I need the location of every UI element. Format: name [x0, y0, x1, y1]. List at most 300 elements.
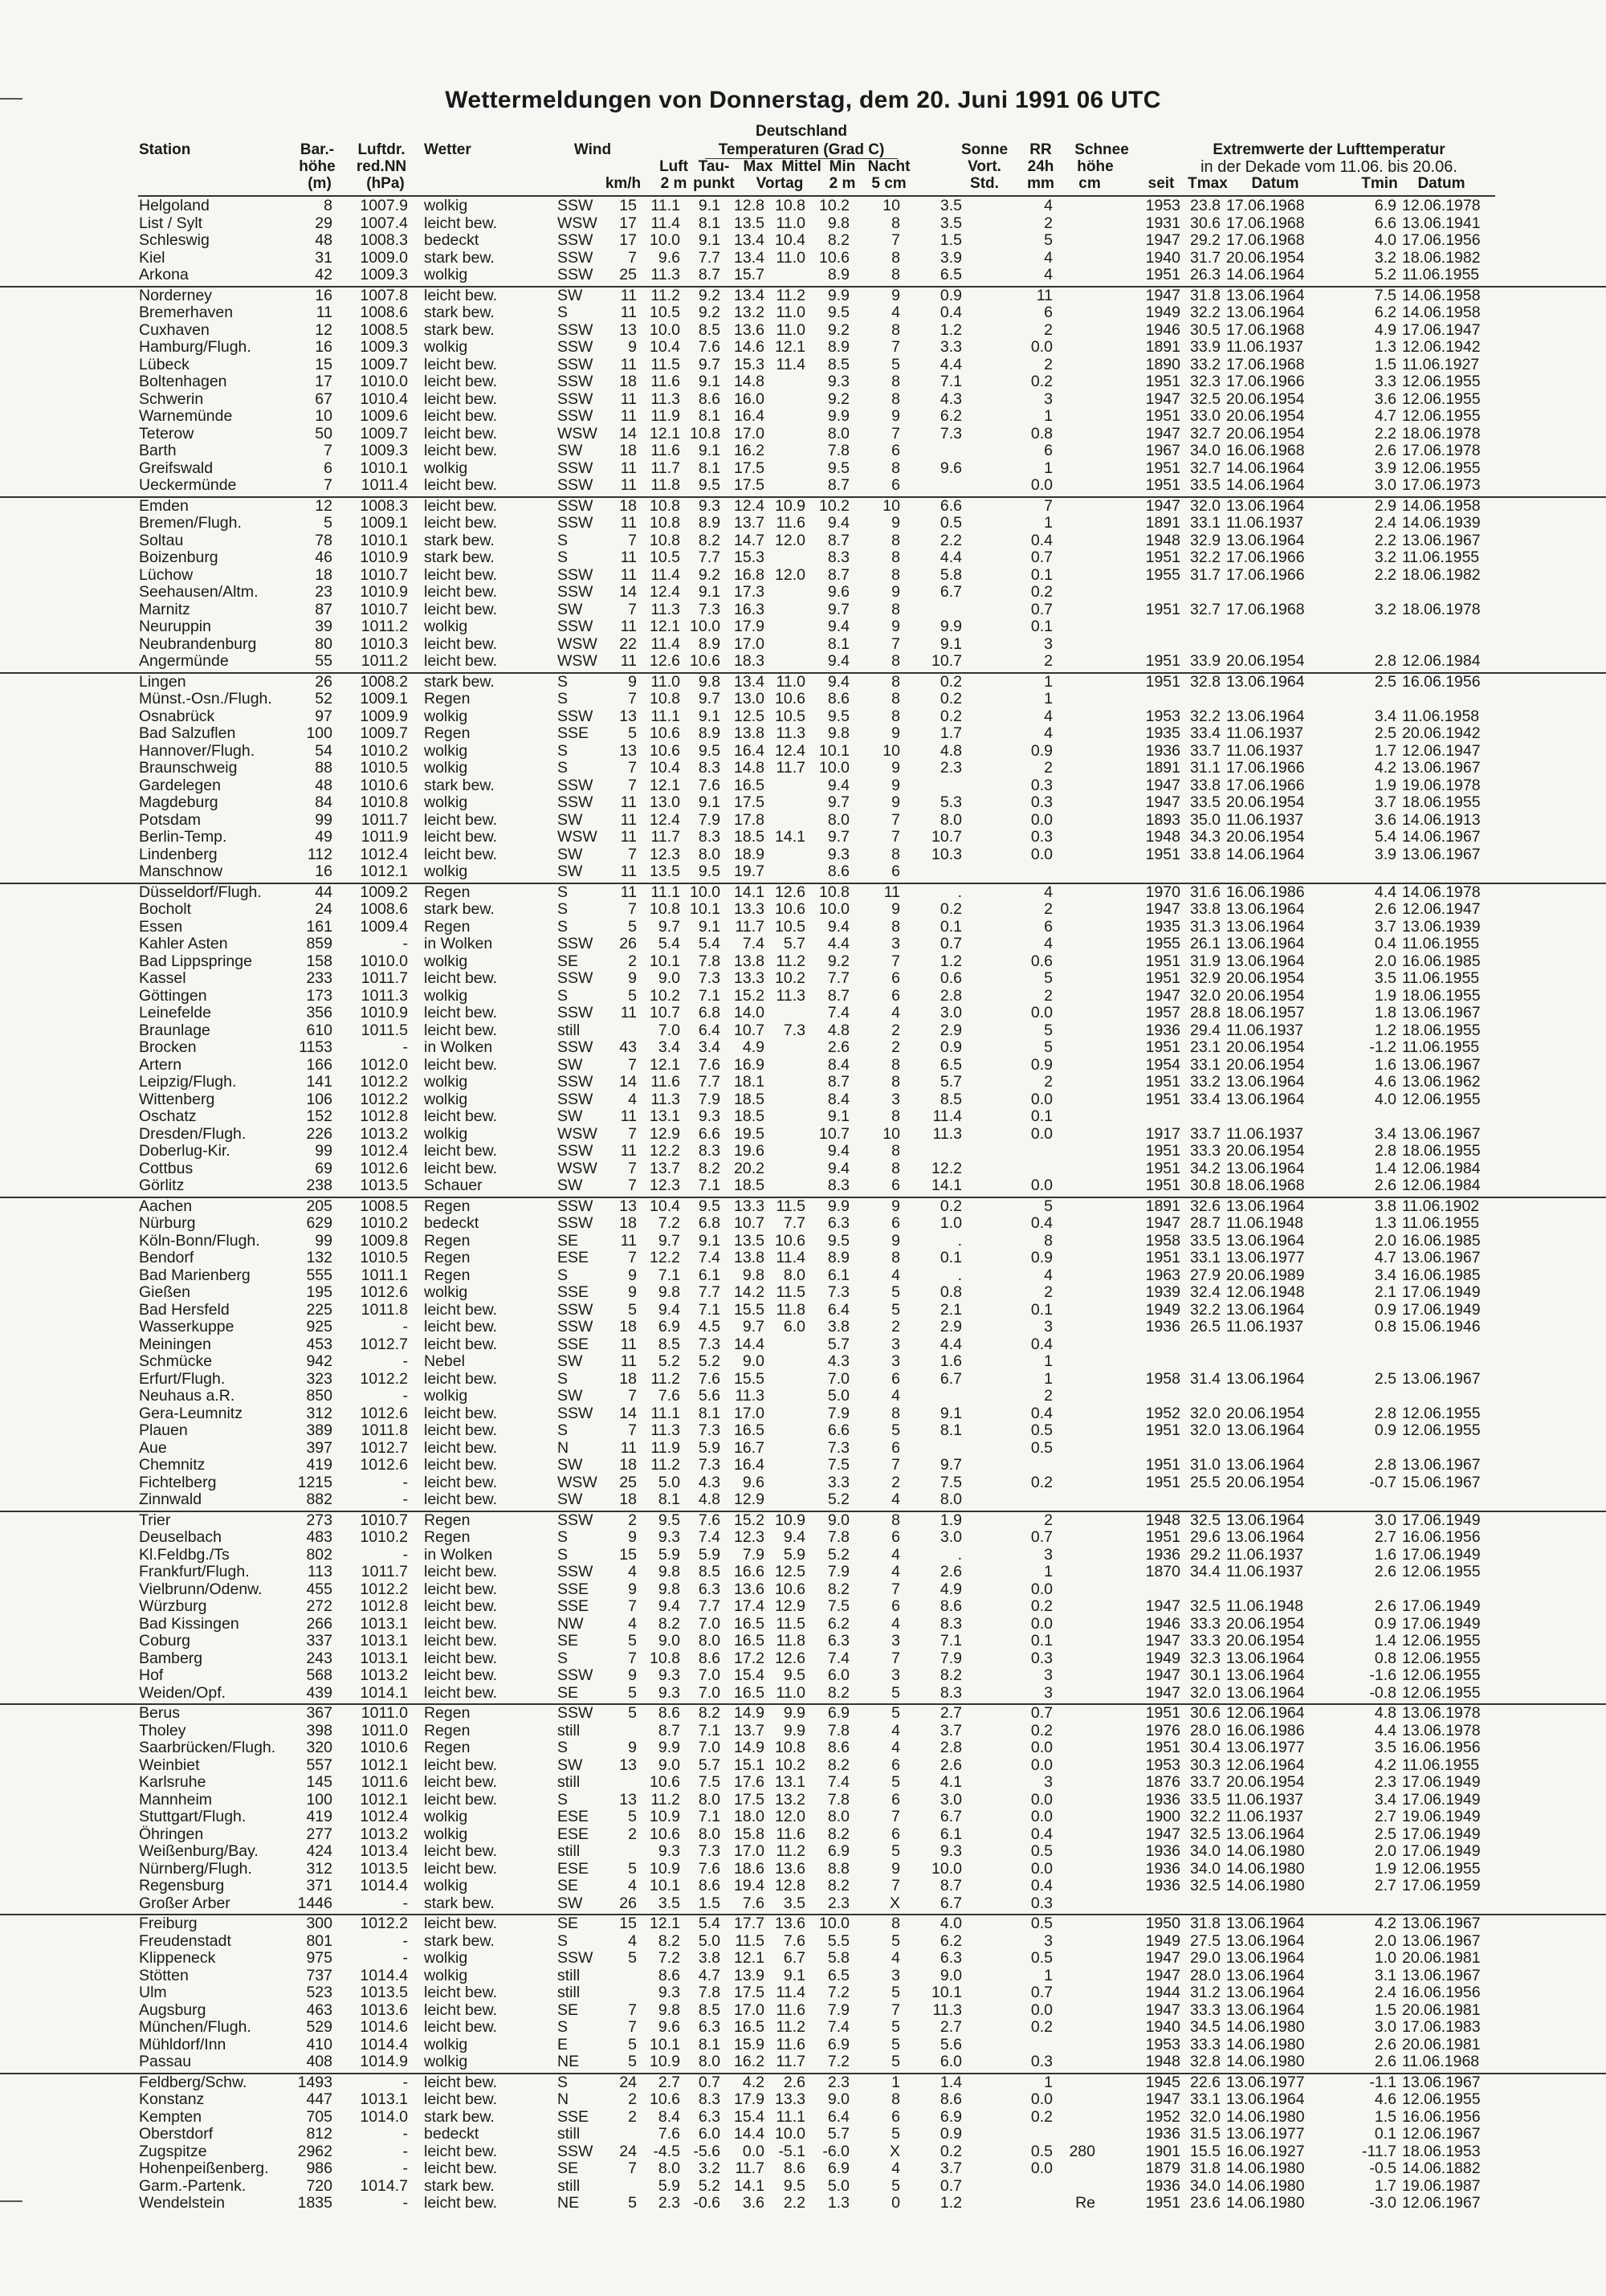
pressure: 1011.6: [361, 1773, 408, 1791]
weather: leicht bew.: [424, 214, 498, 232]
precipitation: 2: [1044, 214, 1053, 232]
record-tmax: 32.5: [1190, 1825, 1221, 1843]
wind-speed: 13: [619, 320, 637, 339]
weather: in Wolken: [424, 1545, 493, 1564]
record-tmax-date: 11.06.1937: [1226, 1124, 1304, 1143]
record-tmin-date: 18.06.1955: [1402, 986, 1481, 1005]
temp-min: 8.0: [827, 1808, 850, 1825]
station-name: Helgoland: [139, 197, 210, 214]
record-since: 1879: [1145, 2159, 1180, 2177]
temp-max: 11.7: [735, 917, 764, 936]
record-since: 1947: [1145, 496, 1180, 515]
barometer-height: 161: [306, 917, 332, 936]
air-temp: 10.6: [650, 1825, 680, 1843]
temp-mean: 11.6: [776, 514, 805, 532]
temp-max: 7.9: [742, 1545, 764, 1564]
pressure: 1010.5: [360, 759, 408, 777]
wind-direction: SSW: [557, 1004, 593, 1022]
dew-point: 6.3: [698, 2107, 720, 2126]
wind-direction: WSW: [557, 424, 597, 442]
record-since: 1893: [1145, 810, 1180, 829]
weather: wolkig: [424, 1283, 468, 1301]
air-temp: 11.7: [650, 828, 680, 846]
record-tmin-date: 18.06.1955: [1402, 1142, 1481, 1160]
dew-point: 8.0: [698, 1790, 720, 1809]
record-tmax-date: 14.06.1980: [1226, 1877, 1305, 1894]
wind-direction: still: [557, 1842, 581, 1860]
station-name: Wasserkuppe: [139, 1318, 234, 1336]
air-temp: 8.4: [658, 2107, 680, 2126]
wind-direction: WSW: [557, 1473, 597, 1491]
air-temp: 9.8: [658, 1563, 680, 1580]
record-since: 1891: [1145, 514, 1180, 532]
record-tmin-date: 17.06.1978: [1402, 442, 1481, 459]
record-tmin: 2.7: [1374, 1877, 1396, 1894]
night-min-5cm: 5: [891, 1984, 900, 2001]
temp-mean: 14.1: [775, 828, 805, 846]
record-tmax: 30.6: [1190, 1704, 1221, 1722]
record-tmax: 33.9: [1190, 652, 1221, 670]
sunshine-hours: 6.5: [940, 266, 962, 283]
sunshine-hours: 0.7: [940, 2176, 962, 2195]
barometer-height: 44: [315, 883, 332, 901]
wind-speed: 9: [628, 672, 637, 691]
sunshine-hours: 1.2: [940, 320, 962, 339]
temp-mean: 10.6: [775, 1231, 805, 1250]
table-row: [0, 304, 1606, 322]
barometer-height: 54: [315, 741, 332, 760]
wind-speed: 11: [620, 1231, 637, 1250]
station-name: Seehausen/Altm.: [139, 583, 259, 601]
pressure: 1011.0: [361, 1721, 408, 1739]
barometer-height: 812: [306, 2125, 332, 2143]
station-name: Boizenburg: [139, 549, 218, 566]
precipitation: 5: [1044, 969, 1053, 987]
precipitation: 0.1: [1030, 1300, 1053, 1319]
station-name: Saarbrücken/Flugh.: [139, 1739, 276, 1756]
record-tmax-date: 13.06.1977: [1226, 2073, 1305, 2091]
air-temp: 10.6: [650, 724, 680, 742]
night-min-5cm: 5: [891, 2035, 900, 2053]
temp-min: 8.9: [827, 266, 850, 283]
precipitation: 3: [1044, 1666, 1053, 1684]
record-tmin: 3.2: [1374, 549, 1396, 566]
night-min-5cm: 6: [891, 1369, 900, 1388]
record-since: 1951: [1145, 1038, 1180, 1056]
weather: stark bew.: [424, 248, 495, 267]
wind-direction: S: [557, 1421, 569, 1439]
record-tmin-date: 20.06.1981: [1402, 2000, 1481, 2019]
wind-speed: 11: [620, 1438, 637, 1457]
pressure: 1009.3: [360, 442, 408, 459]
wind-speed: 4: [628, 1614, 637, 1633]
weather: leicht bew.: [424, 1756, 498, 1774]
record-tmax: 30.3: [1190, 1756, 1221, 1774]
wind-direction: S: [557, 1649, 569, 1667]
wind-speed: 7: [628, 1159, 637, 1177]
night-min-5cm: 8: [891, 373, 900, 390]
table-row: [0, 1984, 1606, 2002]
barometer-height: 18: [315, 565, 332, 584]
sunshine-hours: 2.7: [940, 1704, 962, 1722]
precipitation: 1: [1044, 1369, 1053, 1388]
record-tmax-date: 13.06.1964: [1226, 1421, 1305, 1439]
record-tmin: 4.0: [1374, 1090, 1396, 1108]
temp-min: 9.5: [827, 707, 850, 725]
barometer-height: 439: [306, 1683, 332, 1702]
air-temp: 9.6: [658, 2018, 680, 2036]
record-tmin: 0.9: [1374, 1614, 1396, 1633]
record-tmax-date: 11.06.1948: [1226, 1214, 1304, 1232]
barometer-height: 16: [315, 286, 332, 304]
record-tmax-date: 11.06.1948: [1226, 1597, 1304, 1615]
record-tmax: 32.3: [1190, 373, 1221, 390]
temp-mean: 10.8: [775, 197, 805, 214]
dew-point: 9.5: [698, 476, 720, 494]
wind-direction: SSW: [557, 197, 593, 214]
temp-max: 11.5: [735, 1931, 764, 1950]
record-tmax-date: 13.06.1964: [1226, 304, 1305, 321]
table-row: [0, 1022, 1606, 1040]
station-name: Berus: [139, 1704, 180, 1722]
station-name: Oberstdorf: [139, 2125, 214, 2143]
record-tmin-date: 20.06.1981: [1402, 1949, 1481, 1967]
record-since: 1947: [1145, 424, 1180, 442]
weather: leicht bew.: [424, 1649, 498, 1667]
dew-point: 7.6: [698, 1055, 720, 1074]
record-tmin: -1.1: [1369, 2073, 1396, 2091]
temp-mean: 10.9: [775, 496, 805, 515]
wind-speed: 4: [628, 1931, 637, 1950]
sunshine-hours: 0.2: [940, 690, 962, 708]
precipitation: 1: [1044, 690, 1053, 708]
dew-point: 7.0: [698, 1683, 720, 1702]
temp-min: 7.5: [827, 1597, 850, 1615]
record-tmax-date: 13.06.1964: [1226, 1528, 1305, 1546]
record-since: 1953: [1145, 197, 1180, 214]
wind-direction: still: [557, 1021, 581, 1039]
dew-point: 6.8: [698, 1004, 720, 1022]
temp-max: 17.0: [734, 634, 764, 653]
table-row: [0, 322, 1606, 340]
record-since: 1951: [1145, 1090, 1180, 1108]
air-temp: 9.8: [658, 1580, 680, 1598]
record-tmax-date: 20.06.1954: [1226, 424, 1305, 442]
record-tmax: 28.7: [1190, 1214, 1221, 1232]
wind-direction: E: [557, 2035, 569, 2053]
record-tmin-date: 12.06.1984: [1402, 1177, 1481, 1194]
record-tmin-date: 11.06.1927: [1402, 355, 1480, 373]
header-t-mittel: Mittel: [781, 158, 821, 175]
precipitation: 3: [1044, 1931, 1053, 1950]
dew-point: 8.1: [698, 1404, 720, 1422]
air-temp: 11.3: [650, 266, 680, 283]
record-tmin: 1.6: [1374, 1545, 1396, 1564]
wind-speed: 18: [619, 1369, 637, 1388]
record-tmax-date: 13.06.1964: [1226, 917, 1305, 936]
record-tmin: 2.2: [1374, 424, 1396, 442]
night-min-5cm: 4: [891, 1739, 900, 1756]
temp-max: 15.5: [734, 1300, 764, 1319]
record-tmax: 31.1: [1190, 759, 1221, 777]
record-since: 1951: [1145, 1177, 1180, 1194]
record-tmin: 1.4: [1374, 1632, 1396, 1650]
table-row: [0, 883, 1606, 902]
sunshine-hours: 7.1: [940, 373, 962, 390]
temp-max: 20.2: [734, 1159, 764, 1177]
record-tmax-date: 20.06.1954: [1226, 793, 1305, 811]
record-since: 1963: [1145, 1266, 1180, 1284]
temp-min: 9.4: [827, 1159, 850, 1177]
weather: leicht bew.: [424, 1915, 498, 1932]
table-row: [0, 2073, 1606, 2092]
dew-point: 9.1: [698, 793, 720, 811]
record-tmax-date: 14.06.1980: [1226, 2018, 1305, 2036]
precipitation: 4: [1044, 197, 1053, 214]
record-tmin-date: 17.06.1949: [1402, 1825, 1481, 1843]
record-tmax: 32.0: [1190, 496, 1221, 515]
air-temp: 10.6: [650, 2090, 680, 2108]
pressure: 1009.2: [360, 883, 408, 901]
record-tmin: 6.2: [1374, 304, 1396, 321]
night-min-5cm: 5: [891, 1704, 900, 1722]
station-name: Neuhaus a.R.: [139, 1387, 235, 1405]
temp-min: 5.2: [827, 1545, 850, 1564]
station-name: List / Sylt: [139, 214, 203, 232]
record-tmax: 32.2: [1190, 1808, 1221, 1825]
pressure: -: [402, 1038, 408, 1056]
weather: wolkig: [424, 1387, 468, 1405]
sunshine-hours: 7.9: [940, 1649, 962, 1667]
sunshine-hours: 6.2: [940, 1931, 962, 1950]
temp-max: 14.9: [734, 1704, 764, 1722]
table-row: [0, 1968, 1606, 1985]
station-name: Norderney: [139, 286, 213, 304]
record-tmax-date: 14.06.1980: [1226, 1859, 1305, 1878]
header-tmin: Tmin: [1361, 175, 1398, 192]
table-row: [0, 618, 1606, 636]
night-min-5cm: 2: [891, 1021, 900, 1039]
table-row: [0, 584, 1606, 602]
table-row: [0, 373, 1606, 391]
record-tmax: 22.6: [1190, 2073, 1221, 2091]
pressure: -: [402, 1473, 408, 1491]
station-name: Bad Marienberg: [139, 1266, 251, 1284]
dew-point: 8.3: [698, 1142, 720, 1160]
record-since: 1947: [1145, 1966, 1180, 1984]
night-min-5cm: 8: [891, 531, 900, 549]
temp-min: 7.2: [827, 2053, 850, 2070]
dew-point: 9.1: [698, 707, 720, 725]
record-tmax: 32.5: [1190, 1597, 1221, 1615]
record-tmax: 31.8: [1190, 1915, 1221, 1932]
dew-point: 6.3: [698, 1580, 720, 1598]
record-tmin-date: 13.06.1967: [1402, 1055, 1481, 1074]
air-temp: 12.2: [650, 1249, 680, 1266]
sunshine-hours: 7.5: [940, 1473, 962, 1491]
air-temp: 10.2: [650, 986, 680, 1005]
dew-point: 8.6: [698, 1877, 720, 1894]
wind-direction: SSW: [557, 355, 593, 373]
barometer-height: 67: [315, 389, 332, 408]
air-temp: 11.6: [650, 442, 680, 459]
dew-point: 6.6: [698, 1124, 720, 1143]
pressure: 1010.6: [360, 1739, 408, 1756]
record-tmax-date: 13.06.1964: [1226, 2090, 1305, 2108]
record-tmin: 4.6: [1374, 2090, 1396, 2108]
dew-point: 6.1: [698, 1266, 720, 1284]
station-name: Kiel: [139, 248, 165, 267]
record-tmin: 3.1: [1374, 1966, 1396, 1984]
temp-min: 8.2: [827, 1756, 850, 1774]
air-temp: 11.8: [650, 476, 680, 494]
dew-point: 8.7: [698, 266, 720, 283]
temp-max: 17.9: [734, 2090, 764, 2108]
table-row: [0, 1233, 1606, 1250]
table-row: [0, 286, 1606, 305]
air-temp: 10.8: [650, 496, 680, 515]
record-tmin-date: 13.06.1967: [1402, 1966, 1481, 1984]
record-tmax-date: 13.06.1977: [1226, 2125, 1305, 2143]
temp-min: 9.2: [827, 952, 850, 970]
record-tmax: 33.3: [1190, 1632, 1221, 1650]
record-tmin: 3.0: [1374, 2018, 1396, 2036]
temp-min: 9.3: [827, 845, 850, 863]
air-temp: 8.0: [658, 2159, 680, 2177]
air-temp: 9.4: [658, 1300, 680, 1319]
pressure: 1009.1: [360, 514, 408, 532]
night-min-5cm: 8: [891, 672, 900, 691]
record-since: 1940: [1145, 248, 1180, 267]
wind-speed: 5: [628, 1300, 637, 1319]
pressure: 1010.7: [360, 1511, 408, 1529]
temp-min: 7.8: [827, 1721, 850, 1739]
night-min-5cm: 7: [891, 1808, 900, 1825]
station-name: Weißenburg/Bay.: [139, 1842, 259, 1860]
temp-max: 16.7: [734, 1438, 764, 1457]
temp-mean: 8.6: [783, 2159, 805, 2177]
precipitation: 0.4: [1030, 1825, 1053, 1843]
wind-speed: 14: [619, 1404, 637, 1422]
wind-speed: 25: [619, 1473, 637, 1491]
header-schnee-1: Schnee: [1074, 141, 1129, 158]
record-tmin: 2.5: [1374, 1825, 1396, 1843]
record-tmin-date: 12.06.1984: [1402, 1159, 1481, 1177]
sunshine-hours: 2.9: [940, 1021, 962, 1039]
station-name: Kahler Asten: [139, 935, 228, 952]
temp-mean: 11.7: [776, 759, 805, 777]
dew-point: -5.6: [693, 2142, 720, 2160]
pressure: -: [402, 1931, 408, 1950]
wind-direction: SW: [557, 863, 583, 880]
air-temp: 8.2: [658, 1614, 680, 1633]
temp-mean: 11.6: [776, 1825, 805, 1843]
record-tmax-date: 17.06.1966: [1226, 549, 1305, 566]
wind-direction: S: [557, 672, 569, 691]
temp-max: 17.0: [734, 424, 764, 442]
header-t-nacht-2: 5 cm: [871, 175, 907, 192]
record-tmin: 3.9: [1374, 845, 1396, 863]
night-min-5cm: 8: [891, 1055, 900, 1074]
night-min-5cm: 7: [891, 231, 900, 249]
wind-direction: S: [557, 759, 569, 777]
pressure: 1012.0: [360, 1055, 408, 1074]
record-tmax-date: 16.06.1968: [1226, 442, 1305, 459]
air-temp: 8.5: [658, 1335, 680, 1353]
wind-speed: 5: [628, 724, 637, 742]
wind-speed: 11: [620, 514, 637, 532]
temp-max: 17.5: [734, 476, 764, 494]
precipitation: 0.0: [1030, 1790, 1053, 1809]
wind-direction: SSW: [557, 1142, 593, 1160]
barometer-height: 483: [306, 1528, 332, 1546]
air-temp: 2.3: [658, 2194, 680, 2212]
temp-max: 13.3: [734, 969, 764, 987]
wind-direction: still: [557, 1773, 581, 1791]
station-name: Braunlage: [139, 1021, 210, 1039]
dew-point: 7.1: [698, 986, 720, 1005]
table-row: [0, 1598, 1606, 1616]
precipitation: 6: [1044, 442, 1053, 459]
weather: leicht bew.: [424, 424, 498, 442]
table-row: [0, 198, 1606, 215]
record-tmin-date: 13.06.1967: [1402, 1124, 1481, 1143]
night-min-5cm: 6: [891, 1177, 900, 1194]
header-sonne-2: Vort.: [968, 158, 1001, 175]
pressure: 1009.1: [360, 690, 408, 708]
record-tmax-date: 13.06.1964: [1226, 1949, 1305, 1967]
precipitation: 4: [1044, 724, 1053, 742]
record-since: 1870: [1145, 1563, 1180, 1580]
record-since: 1955: [1145, 565, 1180, 584]
temp-max: 11.7: [735, 2159, 764, 2177]
night-min-5cm: 6: [891, 863, 900, 880]
dew-point: 9.7: [698, 355, 720, 373]
record-tmax-date: 13.06.1964: [1226, 707, 1305, 725]
barometer-height: 112: [307, 845, 332, 863]
barometer-height: 424: [306, 1842, 332, 1860]
record-since: 1951: [1145, 1073, 1180, 1091]
table-row: [0, 1197, 1606, 1216]
pressure: 1010.6: [360, 776, 408, 794]
record-since: 1917: [1145, 1124, 1180, 1143]
record-tmax: 32.7: [1190, 459, 1221, 477]
record-since: 1947: [1145, 1214, 1180, 1232]
record-tmax: 23.6: [1190, 2194, 1221, 2212]
temp-mean: 8.0: [783, 1266, 805, 1284]
temp-max: 13.8: [734, 724, 764, 742]
wind-speed: 4: [628, 1877, 637, 1894]
temp-max: 15.7: [734, 266, 764, 283]
temp-min: 9.9: [827, 1197, 850, 1215]
dew-point: 9.3: [698, 1107, 720, 1125]
night-min-5cm: 9: [891, 618, 900, 635]
header-t-luft-1: Luft: [659, 158, 688, 175]
night-min-5cm: 10: [882, 741, 900, 760]
temp-mean: 11.2: [776, 1842, 805, 1860]
sunshine-hours: 2.1: [940, 1300, 962, 1319]
record-tmin-date: 12.06.1955: [1402, 1090, 1481, 1108]
record-tmin-date: 12.06.1984: [1402, 652, 1481, 670]
night-min-5cm: 4: [891, 1721, 900, 1739]
temp-max: 15.3: [734, 355, 764, 373]
wind-direction: S: [557, 304, 569, 321]
weather: wolkig: [424, 1090, 468, 1108]
temp-mean: 11.5: [776, 1283, 805, 1301]
wind-direction: SW: [557, 1491, 583, 1508]
table-row: [0, 357, 1606, 374]
barometer-height: 986: [306, 2159, 332, 2177]
